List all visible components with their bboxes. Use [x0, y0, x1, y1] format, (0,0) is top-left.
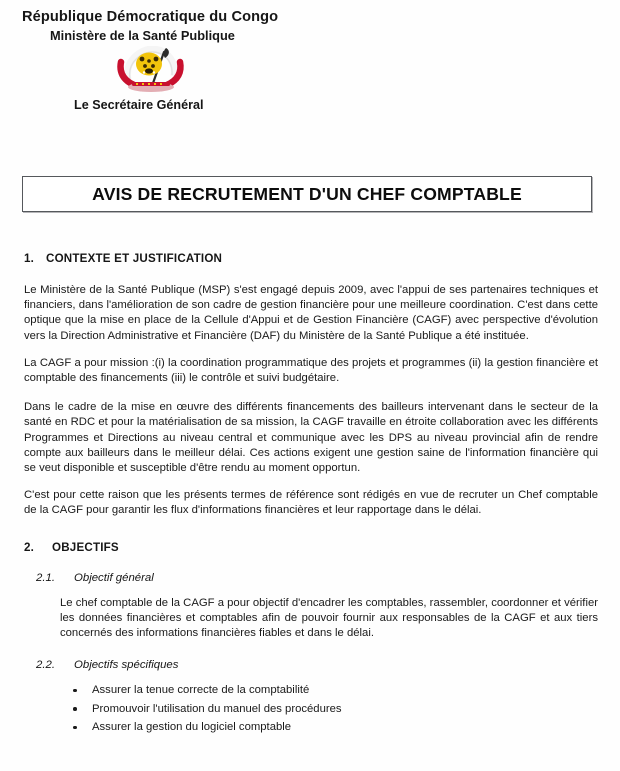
section-title-1: CONTEXTE ET JUSTIFICATION [46, 252, 223, 265]
paragraph-context-2: La CAGF a pour mission :(i) la coordination programmatique des projets et programmes (ii) la gestion financière et comptable des financements (iii) le contrôle et suivi budgétaire. [24, 356, 598, 385]
subsection-title-2-1: Objectif général [74, 571, 154, 584]
section-heading-1 [24, 252, 620, 265]
paragraph-context-3: Dans le cadre de la mise en œuvre des différents financements des bailleurs intervenant dans le secteur de la santé en RDC et pour la matérialisation de sa mission, la CAGF travaille en étroite collaboration avec les différents Programmes et Directions au niveau central et communique avec les DPS au niveau provincial afin de rendre compte aux bailleurs dans le meilleur délai. Ces actions exigent une gestion saine de l'information financière qui se veut disponible et susceptible d'être rendu au moment opportun. [24, 401, 598, 475]
letterhead [0, 0, 620, 112]
subsection-heading-2-2 [36, 659, 620, 671]
section-title-2: OBJECTIFS [52, 540, 119, 554]
subsection-number-2-1: 2.1. [36, 571, 55, 584]
document-body [0, 252, 620, 736]
list-item: Assurer la gestion du logiciel comptable [73, 718, 620, 736]
coat-of-arms-icon [108, 46, 194, 94]
objectifs-specifiques-list [0, 681, 620, 736]
country-name: République Démocratique du Congo [22, 9, 279, 25]
section-heading-2 [24, 541, 620, 554]
document-title-box [22, 176, 592, 212]
list-item: Promouvoir l'utilisation du manuel des procédures [73, 700, 620, 718]
subsection-title-2-2: Objectifs spécifiques [74, 659, 179, 672]
section-number-1: 1. [24, 252, 35, 265]
list-item: Assurer la tenue correcte de la comptabilité [73, 681, 620, 699]
subsection-number-2-2: 2.2. [36, 659, 55, 672]
ministry-name: Ministère de la Santé Publique [50, 27, 235, 43]
page-title: AVIS DE RECRUTEMENT D'UN CHEF COMPTABLE [92, 183, 522, 204]
office-title: Le Secrétaire Général [74, 98, 204, 113]
paragraph-context-4: C'est pour cette raison que les présents termes de référence sont rédigés en vue de recruter un Chef comptable de la CAGF pour garantir les flux d'informations financières et leur rapportage dans le délai. [24, 489, 598, 517]
paragraph-context-1: Le Ministère de la Santé Publique (MSP) s'est engagé depuis 2009, avec l'appui de ses partenaires techniques et financiers, dans l'amélioration de son cadre de gestion financière pour une meilleure coordination. C'est dans cette optique que la mise en place de la Cellule d'Appui et de Gestion Financière (CAGF) avec perspective d'évolution vers la Direction Administrative et Financière (DAF) du Ministère de la Santé Publique a été instituée. [24, 284, 598, 342]
section-number-2: 2. [24, 540, 35, 554]
paragraph-objectif-general: Le chef comptable de la CAGF a pour objectif d'encadrer les comptables, rassembler, coordonner et vérifier les données financières et comptables afin de pouvoir fournir aux responsables de la CAGF et aux tiers concernés des informations financières fiables et dans le délai. [60, 596, 598, 640]
subsection-heading-2-1 [36, 572, 620, 584]
